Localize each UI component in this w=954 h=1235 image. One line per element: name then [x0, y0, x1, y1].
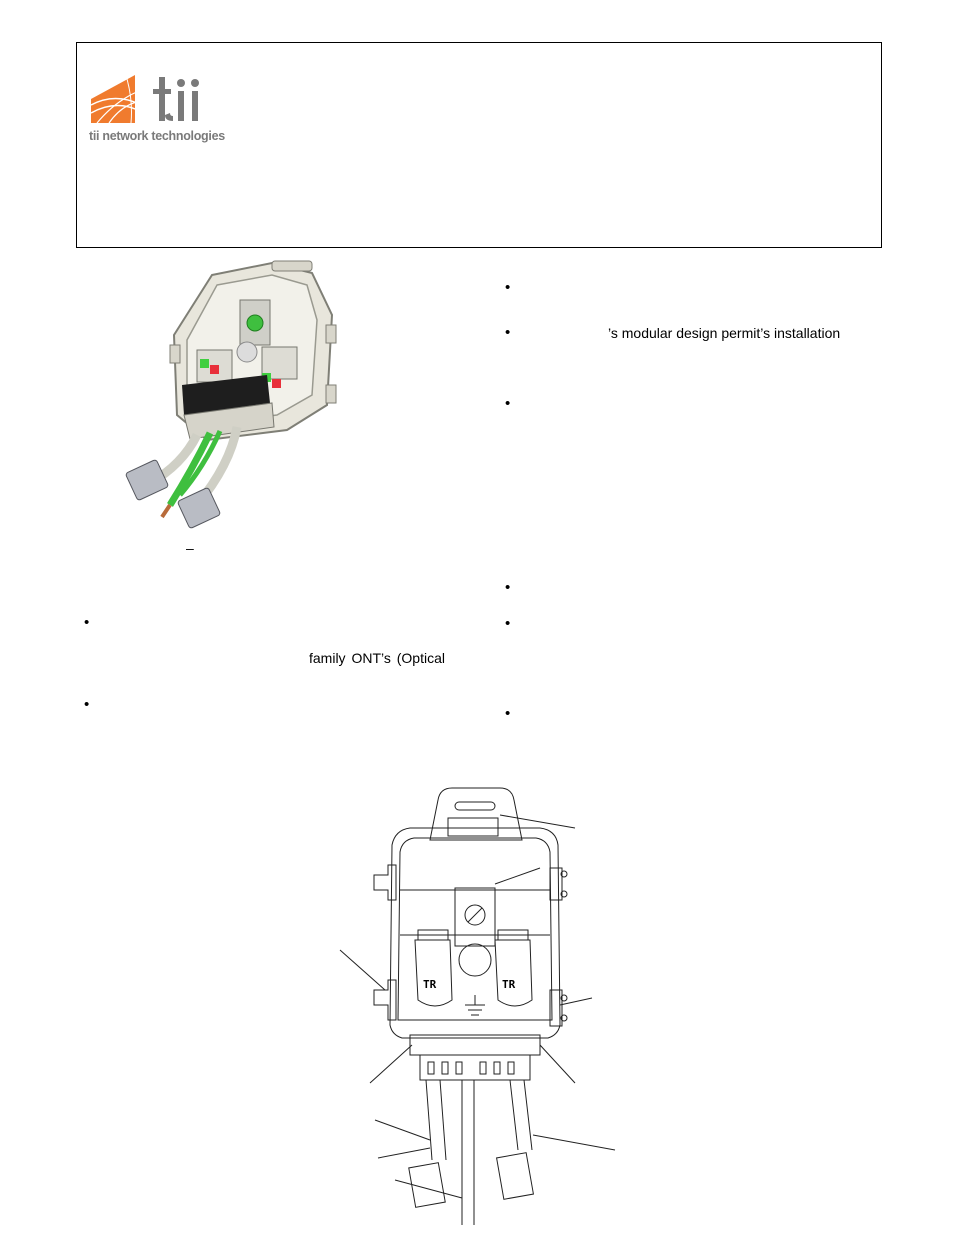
terminal-label-left: TR	[423, 978, 437, 991]
bullet-glyph: •	[505, 705, 511, 722]
right-bullet-6	[505, 706, 875, 726]
right-bullet-5	[505, 616, 875, 636]
left-bullet-1-continuation: family ONT’s (Optical	[309, 650, 445, 666]
bullet-glyph: •	[84, 696, 90, 713]
terminal-label-right: TR	[502, 978, 516, 991]
right-bullet-2-text: ’s modular design permit’s installation	[608, 325, 841, 341]
figure-caption: –	[186, 540, 194, 556]
right-bullet-4	[505, 580, 875, 600]
brand-tagline: tii network technologies	[89, 129, 225, 143]
right-bullet-1	[505, 280, 875, 300]
bullet-glyph: •	[505, 395, 511, 412]
right-bullet-3	[505, 396, 875, 416]
bullet-glyph: •	[505, 324, 511, 341]
left-bullet-1	[84, 615, 464, 675]
protector-unit-photo	[112, 255, 362, 530]
bullet-glyph: •	[505, 579, 511, 596]
bullet-glyph: •	[505, 615, 511, 632]
header-box	[76, 42, 882, 248]
left-bullet-2	[84, 697, 464, 717]
bullet-glyph: •	[505, 279, 511, 296]
right-bullet-2	[505, 325, 875, 345]
protector-line-drawing	[330, 785, 620, 1230]
bullet-glyph: •	[84, 614, 90, 631]
